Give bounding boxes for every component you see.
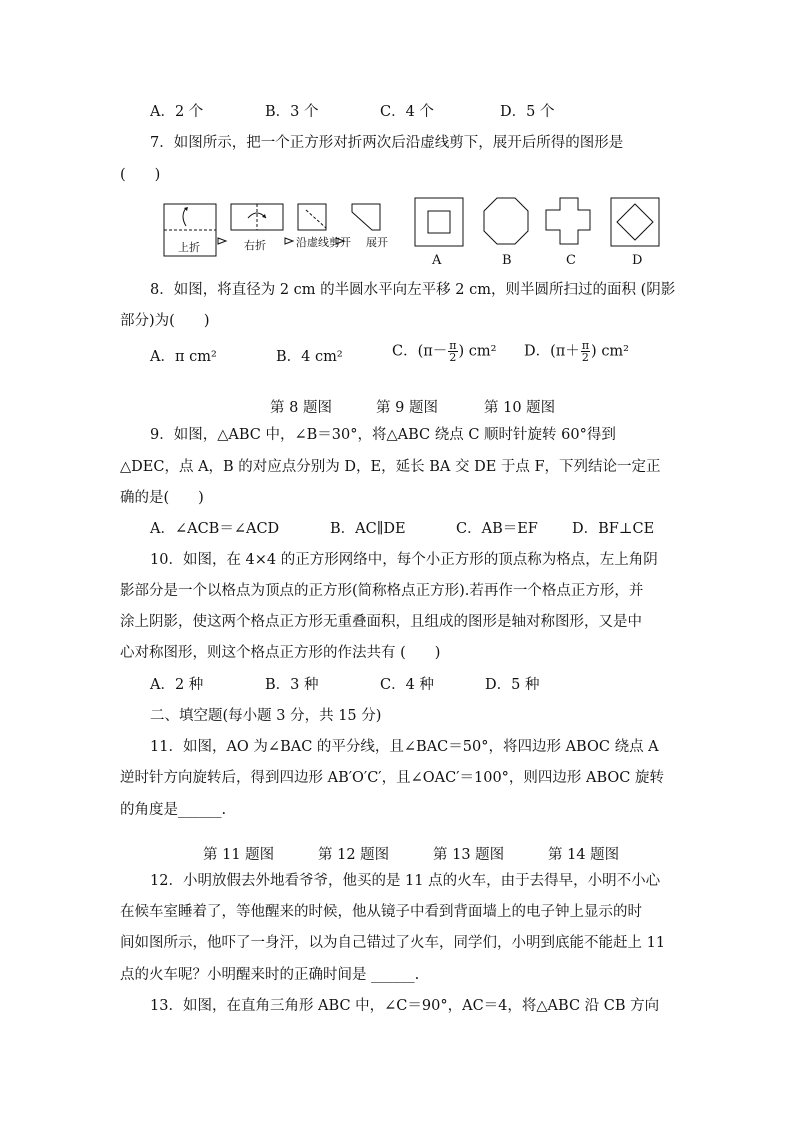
choice-b-shape <box>484 198 528 244</box>
q12-line-3: 间如图所示，他吓了一身汗，以为自己错过了火车，同学们，小明到底能不能赶上 11 <box>120 935 666 951</box>
choice-a-label: A <box>432 253 442 268</box>
q12-line-2: 在候车室睡着了，等他醒来的时候，他从镜子中看到背面墙上的电子钟上显示的时 <box>120 904 642 920</box>
choice-b-label: B <box>502 253 512 268</box>
q8-option-c <box>392 340 496 363</box>
choice-d-label: D <box>632 253 643 268</box>
q9-option-c: C．AB＝EF <box>456 521 538 537</box>
fold-step-3 <box>298 204 326 230</box>
q8-line-1: 8．如图，将直径为 2 cm 的半圆水平向左平移 2 cm，则半圆所扫过的面积 (阴影 <box>150 282 676 298</box>
frac-num: π <box>581 339 590 352</box>
fig-caption-11: 第 11 题图 <box>203 847 275 863</box>
q12-line-1: 12．小明放假去外地看爷爷，他买的是 11 点的火车，由于去得早，小明不小心 <box>150 873 661 889</box>
q11-line-3: 的角度是______. <box>120 802 227 818</box>
q10-option-d: D．5 种 <box>485 677 540 693</box>
choice-a-shape <box>415 198 463 246</box>
fold-label-1: 上折 <box>178 241 200 254</box>
fig-caption-9: 第 9 题图 <box>376 400 438 416</box>
q8-option-b: B．4 cm² <box>276 349 343 365</box>
fold-step-4 <box>352 204 380 230</box>
q9-option-b: B．AC∥DE <box>330 521 406 537</box>
q8-option-c-prefix: C．(π－ <box>392 343 448 360</box>
section-2-heading: 二、填空题(每小题 3 分，共 15 分) <box>150 708 382 724</box>
q8-option-d <box>524 340 629 363</box>
q10-line-4: 心对称图形，则这个格点正方形的作法共有 ( ) <box>120 645 441 661</box>
fold-step-2 <box>231 204 283 230</box>
choice-c-label: C <box>566 253 576 268</box>
frac-num: π <box>449 339 457 352</box>
q9-line-3: 确的是( ) <box>120 490 204 506</box>
q10-option-a: A．2 种 <box>150 677 204 693</box>
q10-option-c: C．4 种 <box>380 677 434 693</box>
q6-option-c: C．4 个 <box>380 104 434 120</box>
fig-caption-13: 第 13 题图 <box>433 847 505 863</box>
frac-den: 2 <box>581 351 589 364</box>
fig-caption-10: 第 10 题图 <box>484 400 556 416</box>
q10-line-2: 影部分是一个以格点为顶点的正方形(简称格点正方形).若再作一个格点正方形，并 <box>120 583 644 599</box>
q6-option-b: B．3 个 <box>265 104 319 120</box>
q7-figure <box>160 196 680 274</box>
q9-option-a: A．∠ACB＝∠ACD <box>150 521 280 537</box>
q8-option-d-prefix: D．(π＋ <box>524 343 580 360</box>
q6-option-d: D．5 个 <box>500 104 555 120</box>
q9-line-2: △DEC，点 A，B 的对应点分别为 D，E，延长 BA 交 DE 于点 F，下列结论一定正 <box>120 459 661 475</box>
fig-caption-14: 第 14 题图 <box>548 847 620 863</box>
fold-label-2: 右折 <box>244 239 266 252</box>
choice-d-shape <box>611 198 659 246</box>
q8-option-c-suffix: ) cm² <box>458 343 497 360</box>
q10-option-b: B．3 种 <box>265 677 319 693</box>
fig-caption-12: 第 12 题图 <box>318 847 390 863</box>
choice-c-shape <box>546 198 590 244</box>
q11-line-1: 11．如图，AO 为∠BAC 的平分线，且∠BAC＝50°，将四边形 ABOC 绕点 A <box>150 739 659 755</box>
fold-label-3: 沿虚线剪开 <box>296 236 351 249</box>
q8-option-d-fraction <box>581 340 590 363</box>
fig-caption-8: 第 8 题图 <box>270 400 332 416</box>
q7-line-2: ( ) <box>120 167 161 183</box>
q9-option-d: D．BF⊥CE <box>572 521 655 537</box>
q10-line-1: 10．如图，在 4×4 的正方形网络中，每个小正方形的顶点称为格点，左上角阴 <box>150 552 658 568</box>
fold-label-4: 展开 <box>366 236 388 249</box>
q8-option-c-fraction <box>448 340 457 363</box>
q10-line-3: 涂上阴影，使这两个格点正方形无重叠面积，且组成的图形是轴对称图形，又是中 <box>120 614 642 630</box>
frac-den: 2 <box>449 351 457 364</box>
q12-line-4: 点的火车呢？小明醒来时的正确时间是 ______. <box>120 967 420 983</box>
q9-line-1: 9．如图，△ABC 中，∠B＝30°，将△ABC 绕点 C 顺时针旋转 60°得到 <box>150 427 616 443</box>
q11-line-2: 逆时针方向旋转后，得到四边形 AB′O′C′，且∠OAC′＝100°，则四边形 ABOC 旋转 <box>120 770 665 786</box>
q8-option-a: A．π cm² <box>150 349 217 365</box>
q7-line-1: 7．如图所示，把一个正方形对折两次后沿虚线剪下，展开后所得的图形是 <box>150 135 624 151</box>
q13-line-1: 13．如图，在直角三角形 ABC 中，∠C＝90°，AC＝4，将△ABC 沿 CB 方向 <box>150 998 660 1014</box>
q8-option-d-suffix: ) cm² <box>591 343 629 360</box>
q6-option-a: A．2 个 <box>150 104 204 120</box>
q8-line-2: 部分)为( ) <box>120 313 210 329</box>
